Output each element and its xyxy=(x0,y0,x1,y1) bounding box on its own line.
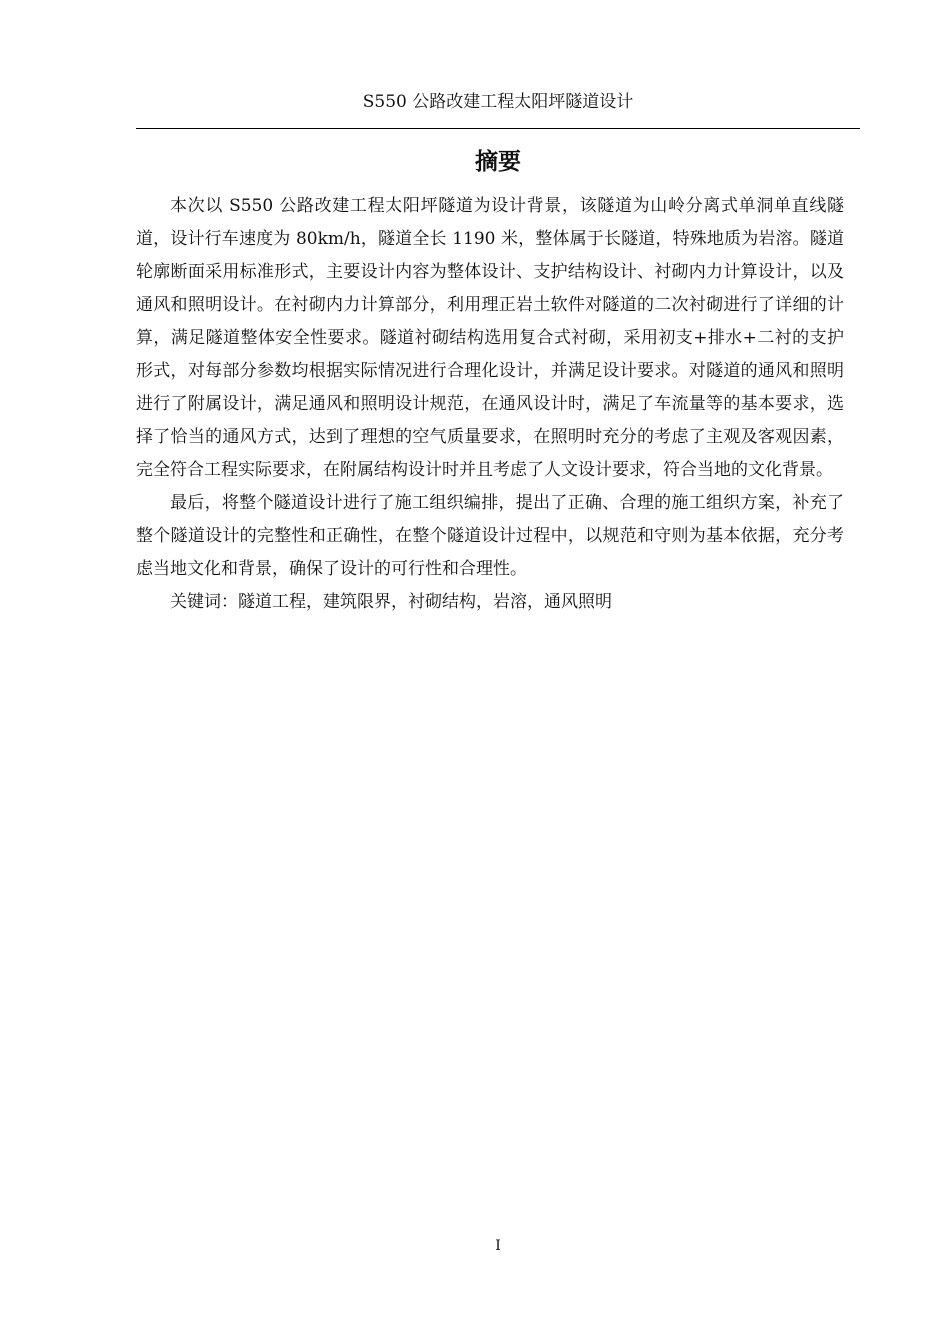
abstract-paragraph-1: 本次以 S550 公路改建工程太阳坪隧道为设计背景，该隧道为山岭分离式单洞单直线隧道，设计行车速度为 80km/h，隧道全长 1190 米，整体属于长隧道，特殊地质为岩溶。隧道轮廓断面采用标准形式，主要设计内容为整体设计、支护结构设计、衬砌内力计算设计，以及通风和照明设计。在衬砌内力计算部分，利用理正岩土软件对隧道的二次衬砌进行了详细的计算，满足隧道整体安全性要求。隧道衬砌结构选用复合式衬砌，采用初支+排水+二衬的支护形式，对每部分参数均根据实际情况进行合理化设计，并满足设计要求。对隧道的通风和照明进行了附属设计，满足通风和照明设计规范，在通风设计时，满足了车流量等的基本要求，选择了恰当的通风方式，达到了理想的空气质量要求，在照明时充分的考虑了主观及客观因素，完全符合工程实际要求，在附属结构设计时并且考虑了人文设计要求，符合当地的文化背景。 xyxy=(136,196,844,480)
page-number: I xyxy=(495,1238,501,1254)
abstract-paragraph-2: 最后，将整个隧道设计进行了施工组织编排，提出了正确、合理的施工组织方案，补充了整个隧道设计的完整性和正确性，在整个隧道设计过程中，以规范和守则为基本依据，充分考虑当地文化和背景，确保了设计的可行性和合理性。 xyxy=(136,493,844,579)
abstract-body xyxy=(136,190,844,619)
abstract-heading: 摘要 xyxy=(475,149,521,175)
keywords-line: 关键词：隧道工程，建筑限界，衬砌结构，岩溶，通风照明 xyxy=(170,592,612,612)
header-divider xyxy=(136,128,860,129)
page-header-title: S550 公路改建工程太阳坪隧道设计 xyxy=(362,92,634,112)
